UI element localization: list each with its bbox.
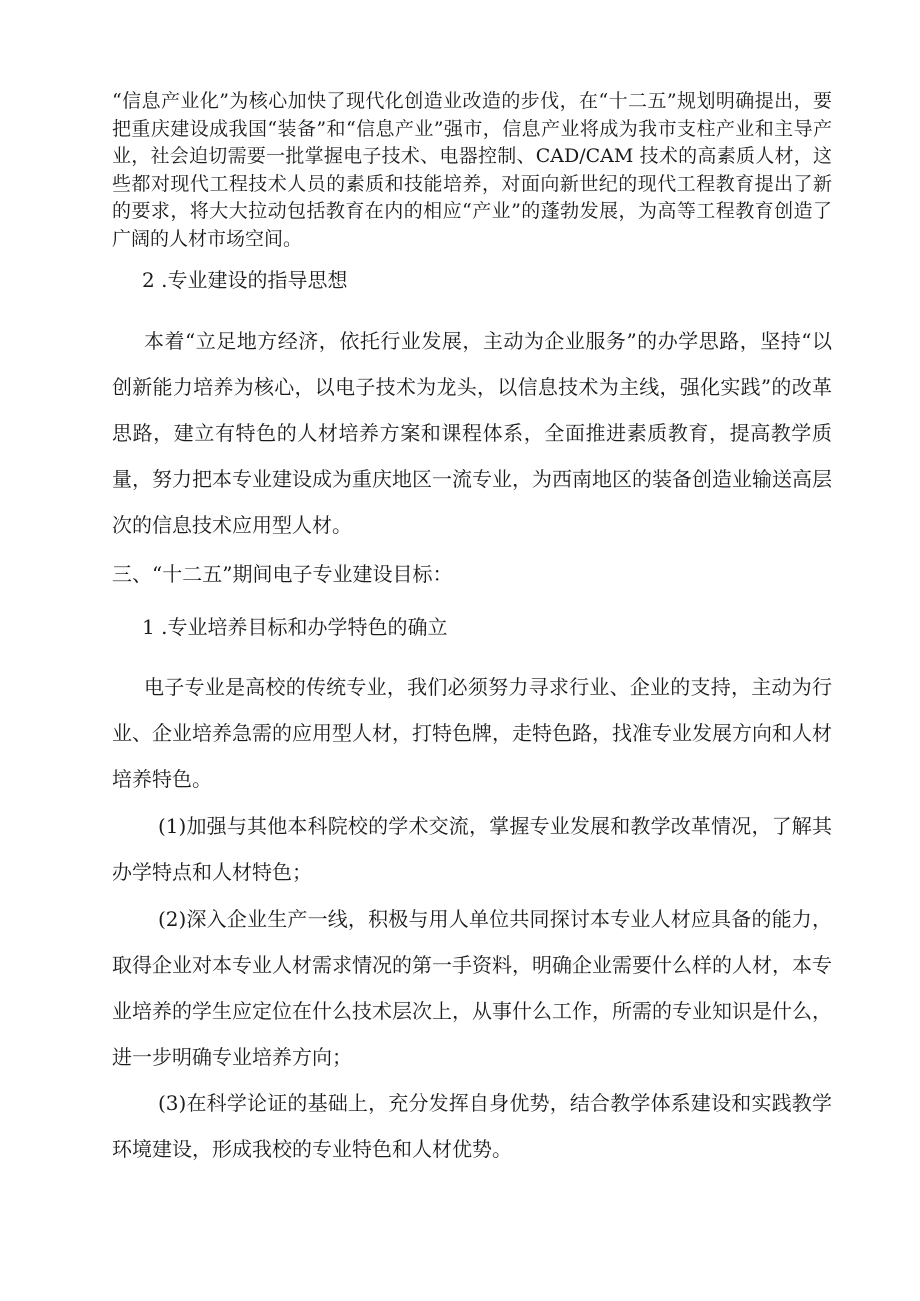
intro-paragraph: “信息产业化”为核心加快了现代化创造业改造的步伐，在“十二五”规划明确提出，要把重庆建设成我国“装备”和“信息产业”强市，信息产业将成为我市支柱产业和主导产业，社会迫切需要一批掌握电子技术、电器控制、CAD/CAM 技术的高素质人材，这些都对现代工程技术人员的素质和技能培养，对面向新世纪的现代工程教育提出了新的要求，将大大拉动包括教育在内的相应“产业”的蓬勃发展，为高等工程教育创造了广阔的人材市场空间。 [112,90,832,250]
guiding-paragraph-block [112,318,832,548]
section-heading-goals: 三、“十二五”期间电子专业建设目标： [112,562,453,586]
guiding-paragraph: 本着“立足地方经济，依托行业发展，主动为企业服务”的办学思路，坚持“以创新能力培养为核心，以电子技术为龙头，以信息技术为主线，强化实践”的改革思路，建立有特色的人材培养方案和课程体系，全面推进素质教育，提高教学质量，努力把本专业建设成为重庆地区一流专业，为西南地区的装备创造业输送高层次的信息技术应用型人材。 [112,329,832,537]
subsection-heading-training-goals: 1 .专业培养目标和办学特色的确立 [142,615,448,639]
section-heading-guiding-ideology: 2 .专业建设的指导思想 [142,268,348,292]
list-item-3: (3)在科学论证的基础上，充分发挥自身优势，结合教学体系建设和实践教学环境建设，形成我校的专业特色和人材优势。 [112,1091,832,1161]
list-item-2: (2)深入企业生产一线，积极与用人单位共同探讨本专业人材应具备的能力，取得企业对本专业人材需求情况的第一手资料，明确企业需要什么样的人材，本专业培养的学生应定位在什么技术层次上，从事什么工作，所需的专业知识是什么，进一步明确专业培养方向； [112,907,832,1069]
list-item-1: (1)加强与其他本科院校的学术交流，掌握专业发展和教学改革情况，了解其办学特点和人材特色； [112,814,832,884]
intro-paragraph-block [112,88,832,254]
goal-paragraph: 电子专业是高校的传统专业，我们必须努力寻求行业、企业的支持，主动为行业、企业培养急需的应用型人材，打特色牌，走特色路，找准专业发展方向和人材培养特色。 [112,675,832,791]
list-item-2-block [112,896,832,1080]
list-item-3-block [112,1080,832,1172]
goal-paragraph-block [112,664,832,802]
list-item-1-block [112,803,832,895]
